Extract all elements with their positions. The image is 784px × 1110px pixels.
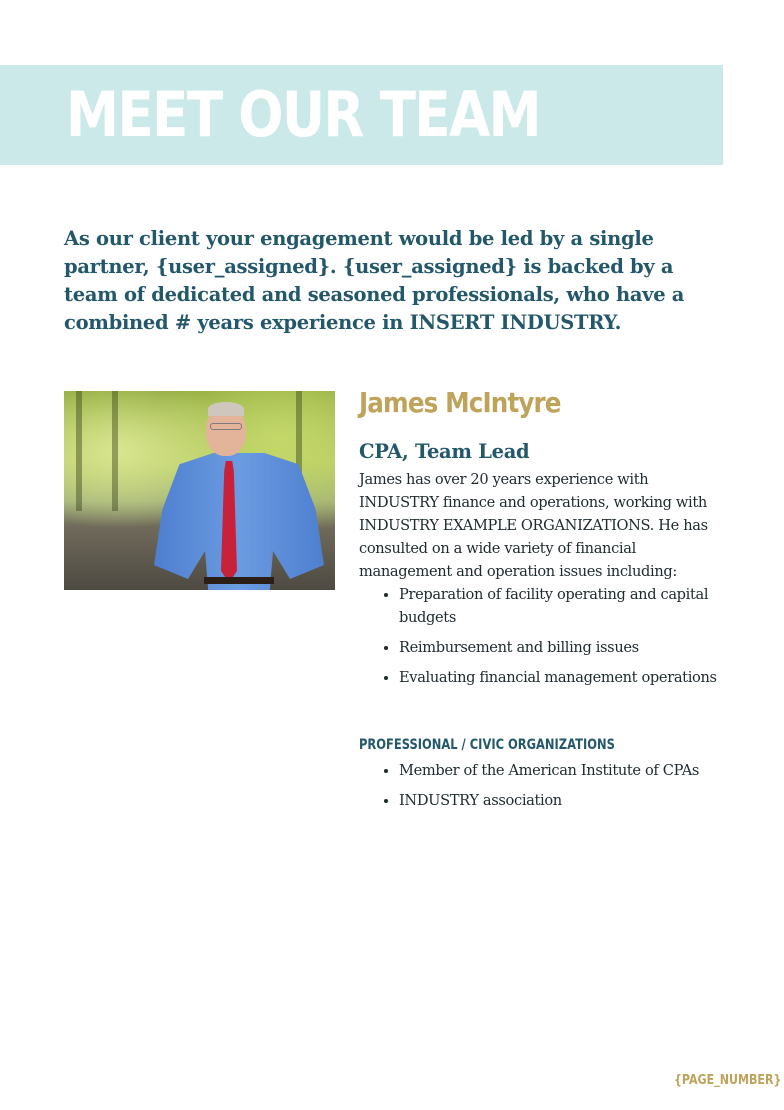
intro-paragraph: As our client your engagement would be led by a single partner, {user_assigned}. {user_assigned} is backed by a team of dedicated and seasoned professionals, who have a combined # years experience in INSERT INDUSTRY.: [64, 227, 685, 334]
list-item: • Member of the American Institute of CPAs: [399, 759, 724, 782]
list-item: • Reimbursement and billing issues: [399, 636, 724, 659]
list-item: • Evaluating financial management operations: [399, 666, 724, 689]
organizations-list: [359, 759, 724, 819]
tree-trunk-shape: [112, 391, 118, 511]
photo-glasses-shape: [210, 423, 242, 430]
page-title: MEET OUR TEAM: [66, 78, 540, 151]
team-member-photo: [64, 391, 335, 590]
photo-shirt-shape: [154, 453, 324, 590]
page-number: {PAGE_NUMBER}: [674, 1072, 782, 1088]
tree-trunk-shape: [76, 391, 82, 511]
list-item: • Preparation of facility operating and capital budgets: [399, 583, 724, 629]
photo-belt-shape: [204, 577, 274, 584]
team-member-role: CPA, Team Lead: [359, 440, 530, 463]
title-banner: [0, 65, 723, 165]
team-member-name: James McIntyre: [359, 386, 561, 419]
organizations-heading: PROFESSIONAL / CIVIC ORGANIZATIONS: [359, 737, 615, 753]
team-member-bio: James has over 20 years experience with INDUSTRY finance and operations, working with INDUSTRY EXAMPLE ORGANIZATIONS. He has consulted on a wide variety of financial management and operation issues including:: [359, 471, 708, 580]
list-item: • INDUSTRY association: [399, 789, 724, 812]
photo-hair-shape: [208, 402, 244, 416]
issues-list: [359, 583, 724, 696]
